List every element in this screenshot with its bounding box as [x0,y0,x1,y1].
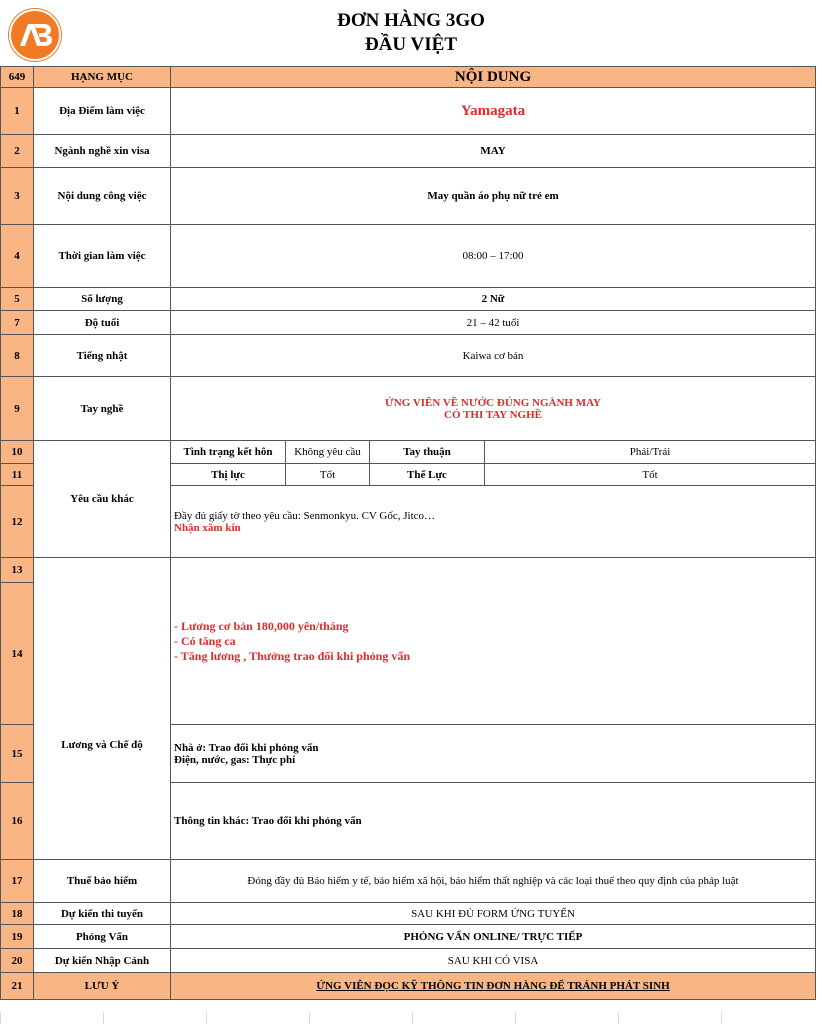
quantity-value: 2 Nữ [171,288,816,311]
row-number: 11 [1,464,34,486]
row-number: 10 [1,441,34,464]
row-label: Tay nghề [34,377,171,441]
row-number: 4 [1,225,34,288]
row-number: 19 [1,925,34,949]
table-row [1,558,816,583]
fitness-label: Thể Lực [370,464,485,486]
table-row [1,860,816,903]
table-row [1,903,816,925]
row-number: 9 [1,377,34,441]
row-label: Số lượng [34,288,171,311]
row-number: 16 [1,783,34,860]
order-number: 649 [1,67,34,88]
row-label: Dự kiến thi tuyển [34,903,171,925]
note-value: ỨNG VIÊN ĐỌC KỸ THÔNG TIN ĐƠN HÀNG ĐỂ TRÁNH PHÁT SINH [171,973,816,1000]
interview-value: PHỎNG VẤN ONLINE/ TRỰC TIẾP [171,925,816,949]
visa-job-value: MAY [171,135,816,168]
table-row [1,441,816,464]
table-row [1,168,816,225]
row-label: Nội dung công việc [34,168,171,225]
documents-value [171,486,816,558]
table-row [1,973,816,1000]
table-row [1,135,816,168]
row-number: 21 [1,973,34,1000]
row-label: Thời gian làm việc [34,225,171,288]
row-label: Thuế bảo hiểm [34,860,171,903]
salary-line-3: - Tăng lương , Thưởng trao đổi khi phỏng vấn [174,648,410,663]
row-label: Dự kiến Nhập Cảnh [34,949,171,973]
sheet-gridlines [0,1012,822,1024]
salary-line-2: - Có tăng ca [174,633,236,648]
handedness-label: Tay thuận [370,441,485,464]
document-header [0,0,822,66]
document-subtitle: ĐẦU VIỆT [364,34,458,55]
salary-line-1: - Lương cơ bản 180,000 yên/tháng [174,618,349,633]
row-label: Tiếng nhật [34,335,171,377]
table-header-row [1,67,816,88]
row-number: 20 [1,949,34,973]
header-content: NỘI DUNG [171,67,816,88]
row-number: 5 [1,288,34,311]
age-value: 21 – 42 tuổi [171,311,816,335]
header-category: HẠNG MỤC [34,67,171,88]
row-number: 3 [1,168,34,225]
row-number: 1 [1,88,34,135]
row-number: 18 [1,903,34,925]
table-row [1,377,816,441]
entry-value: SAU KHI CÓ VISA [171,949,816,973]
job-content-value: May quần áo phụ nữ trẻ em [171,168,816,225]
row-number: 17 [1,860,34,903]
insurance-value: Đóng đầy đủ Bảo hiểm y tế, bảo hiểm xã hội, bảo hiểm thất nghiệp và các loại thuế theo quy định của pháp luật [171,860,816,903]
row-number: 13 [1,558,34,583]
row-number: 15 [1,725,34,783]
row-number: 14 [1,583,34,725]
row-number: 12 [1,486,34,558]
workplace-value: Yamagata [171,88,816,135]
row-label: Độ tuổi [34,311,171,335]
tattoo-line: Nhận xăm kín [174,521,241,534]
marital-status-value: Không yêu cầu [286,441,370,464]
eyesight-value: Tốt [286,464,370,486]
row-number: 8 [1,335,34,377]
row-label: Ngành nghề xin visa [34,135,171,168]
documents-line: Đầy đủ giấy tờ theo yêu cầu: Senmonkyu. CV Gốc, Jitco… [174,509,436,522]
other-info-value: Thông tin khác: Trao đổi khi phỏng vấn [171,783,816,860]
table-row [1,225,816,288]
eyesight-label: Thị lực [171,464,286,486]
work-hours-value: 08:00 – 17:00 [171,225,816,288]
table-row [1,288,816,311]
skill-value [171,377,816,441]
housing-value [171,725,816,783]
row-label: Phỏng Vấn [34,925,171,949]
order-table [0,66,816,1000]
handedness-value: Phải/Trái [485,441,816,464]
table-row [1,925,816,949]
skill-line-2: CÓ THI TAY NGHỀ [444,408,542,421]
table-row [1,949,816,973]
row-label: Địa Điểm làm việc [34,88,171,135]
table-row [1,88,816,135]
utilities-line: Điện, nước, gas: Thực phí [174,753,296,766]
row-label: LƯU Ý [34,973,171,1000]
table-row [1,311,816,335]
salary-label: Lương và Chế độ [34,558,171,860]
housing-line: Nhà ở: Trao đổi khi phỏng vấn [174,741,319,754]
exam-value: SAU KHI ĐỦ FORM ỨNG TUYỂN [171,903,816,925]
salary-value [171,558,816,725]
fitness-value: Tốt [485,464,816,486]
table-row [1,335,816,377]
row-number: 2 [1,135,34,168]
other-requirements-label: Yêu cầu khác [34,441,171,558]
marital-status-label: Tình trạng kết hôn [171,441,286,464]
japanese-level-value: Kaiwa cơ bản [171,335,816,377]
skill-line-1: ỨNG VIÊN VỀ NƯỚC ĐÚNG NGÀNH MAY [385,396,601,409]
document-title: ĐƠN HÀNG 3GO [337,10,485,31]
row-number: 7 [1,311,34,335]
